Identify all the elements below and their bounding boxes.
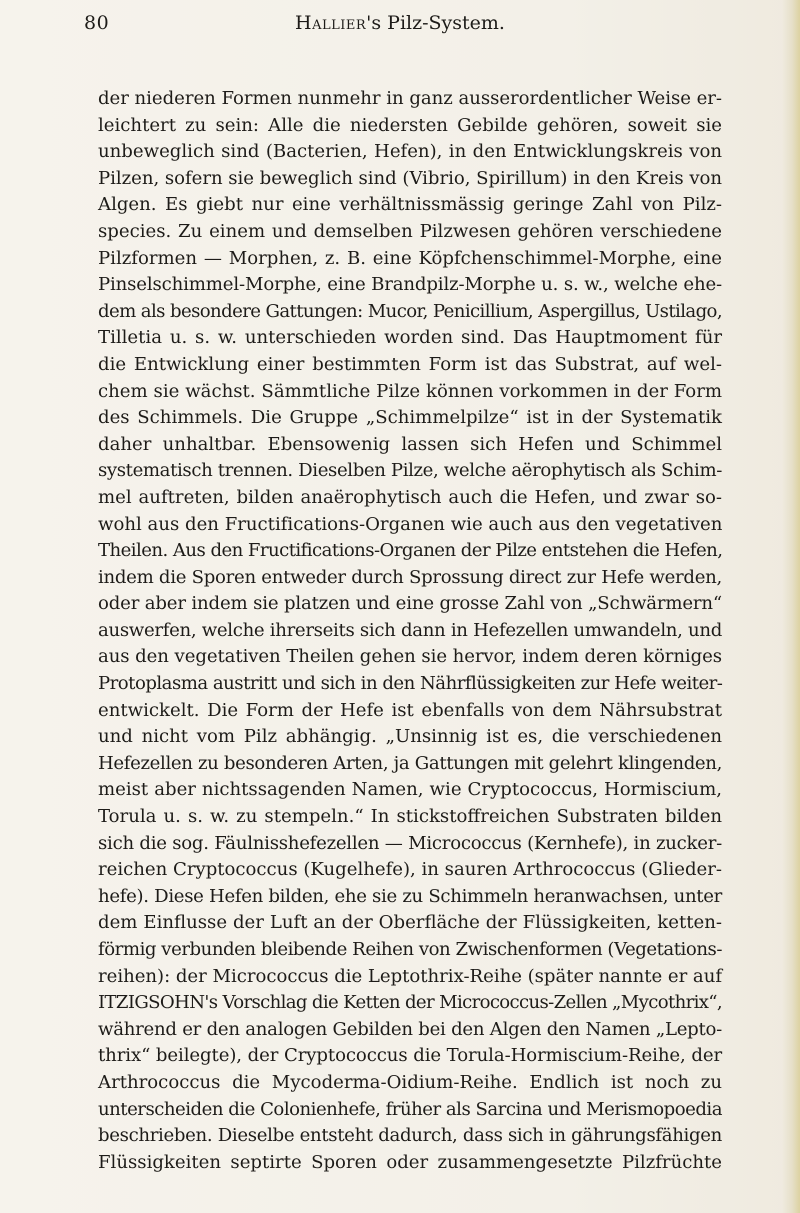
text-line: thrix“ beilegte), der Cryptococcus die Torula-Hormiscium-Reihe, der <box>98 1045 722 1067</box>
text-line: beschrieben. Dieselbe entsteht dadurch, dass sich in gährungsfähigen <box>98 1125 722 1147</box>
text-line: oder aber indem sie platzen und eine grosse Zahl von „Schwärmern“ <box>98 593 722 615</box>
text-line: daher unhaltbar. Ebensowenig lassen sich Hefen und Schimmel <box>98 433 722 455</box>
text-line: wohl aus den Fructifications-Organen wie auch aus den vegetativen <box>98 513 723 535</box>
text-line: Algen. Es giebt nur eine verhältnissmässig geringe Zahl von Pilz- <box>98 194 722 216</box>
text-line: unterscheiden die Colonienhefe, früher als Sarcina und Merismopoedia <box>98 1098 722 1120</box>
page-number: 80 <box>84 12 110 34</box>
text-line: Tilletia u. s. w. unterschieden worden sind. Das Hauptmoment für <box>98 327 722 349</box>
text-line: reihen): der Micrococcus die Leptothrix-Reihe (später nannte er auf <box>98 965 722 987</box>
text-line: Flüssigkeiten septirte Sporen oder zusammengesetzte Pilzfrüchte <box>98 1151 722 1173</box>
text-line: species. Zu einem und demselben Pilzwesen gehören verschiedene <box>98 220 722 242</box>
running-title-rest: 's Pilz-System. <box>366 12 505 34</box>
text-line: indem die Sporen entweder durch Sprossung direct zur Hefe werden, <box>98 566 722 588</box>
text-line: Hefezellen zu besonderen Arten, ja Gattungen mit gelehrt klingenden, <box>98 752 722 774</box>
text-line: leichtert zu sein: Alle die niedersten Gebilde gehören, soweit sie <box>98 114 722 136</box>
text-line: Arthrococcus die Mycoderma-Oidium-Reihe. Endlich ist noch zu <box>98 1071 722 1093</box>
text-line: mel auftreten, bilden anaërophytisch auch die Hefen, und zwar so- <box>98 486 722 508</box>
text-line: Protoplasma austritt und sich in den Nährflüssigkeiten zur Hefe weiter- <box>98 673 723 695</box>
text-line: Pilzformen — Morphen, z. B. eine Köpfchenschimmel-Morphe, eine <box>98 247 722 269</box>
text-line: und nicht vom Pilz abhängig. „Unsinnig ist es, die verschiedenen <box>98 726 722 748</box>
page-edge-shadow <box>782 0 800 1213</box>
body-text <box>98 86 722 1176</box>
text-line: aus den vegetativen Theilen gehen sie hervor, indem deren körniges <box>98 646 722 668</box>
text-line: chem sie wächst. Sämmtliche Pilze können vorkommen in der Form <box>98 380 722 402</box>
text-line: sich die sog. Fäulnisshefezellen — Micrococcus (Kernhefe), in zucker- <box>98 832 722 854</box>
running-head <box>0 8 800 40</box>
text-line: auswerfen, welche ihrerseits sich dann in Hefezellen umwandeln, und <box>98 619 722 641</box>
text-line: unbeweglich sind (Bacterien, Hefen), in den Entwicklungskreis von <box>98 141 722 163</box>
text-line: des Schimmels. Die Gruppe „Schimmelpilze“ ist in der Systematik <box>98 407 722 429</box>
running-title-author: Hallier <box>295 12 367 34</box>
text-line: der niederen Formen nunmehr in ganz ausserordentlicher Weise er- <box>98 88 722 109</box>
text-line: die Entwicklung einer bestimmten Form ist das Substrat, auf wel- <box>98 353 722 375</box>
text-line: hefe). Diese Hefen bilden, ehe sie zu Schimmeln heranwachsen, unter <box>98 885 722 907</box>
text-line: dem Einflusse der Luft an der Oberfläche der Flüssigkeiten, ketten- <box>98 912 722 934</box>
running-title <box>0 12 800 34</box>
text-line: Theilen. Aus den Fructifications-Organen der Pilze entstehen die Hefen, <box>98 540 723 562</box>
text-line: dem als besondere Gattungen: Mucor, Penicillium, Aspergillus, Ustilago, <box>98 300 722 322</box>
text-line: meist aber nichtssagenden Namen, wie Cryptococcus, Hormiscium, <box>98 779 722 801</box>
text-line: Pilzen, sofern sie beweglich sind (Vibrio, Spirillum) in den Kreis von <box>98 167 722 189</box>
text-line: systematisch trennen. Dieselben Pilze, welche aërophytisch als Schim- <box>98 460 722 482</box>
text-line: entwickelt. Die Form der Hefe ist ebenfalls von dem Nährsubstrat <box>98 699 722 721</box>
text-line: ITZIGSOHN's Vorschlag die Ketten der Micrococcus-Zellen „Mycothrix“, <box>98 992 722 1014</box>
text-line: reichen Cryptococcus (Kugelhefe), in sauren Arthrococcus (Glieder- <box>98 859 722 881</box>
text-line: förmig verbunden bleibende Reihen von Zwischenformen (Vegetations- <box>98 939 722 960</box>
text-line: Torula u. s. w. zu stempeln.“ In stickstoffreichen Substraten bilden <box>98 806 722 828</box>
text-line: Pinselschimmel-Morphe, eine Brandpilz-Morphe u. s. w., welche ehe- <box>98 274 722 296</box>
text-line: während er den analogen Gebilden bei den Algen den Namen „Lepto- <box>98 1018 722 1040</box>
